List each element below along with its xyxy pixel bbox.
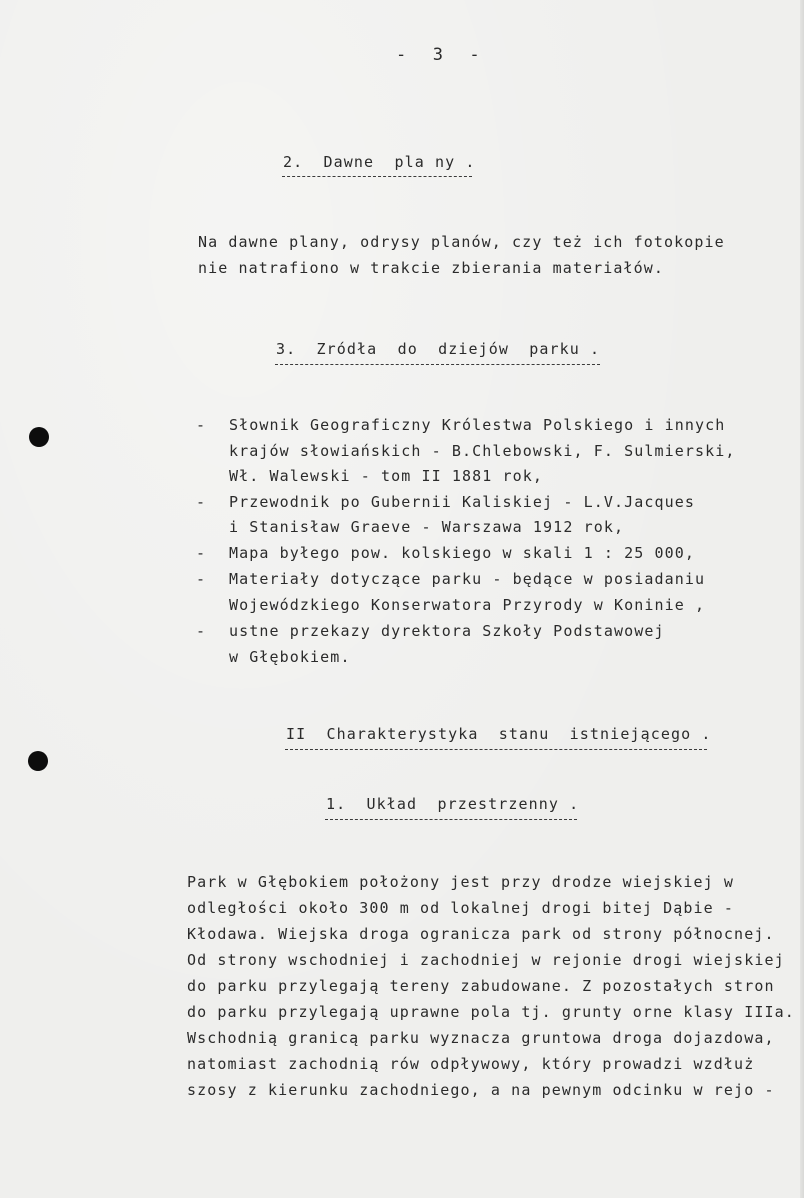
source-item-4-line: Materiały dotyczące parku - będące w posiadaniu (229, 570, 706, 588)
section-II-1-underline (325, 819, 577, 820)
body-paragraph-line: do parku przylegają uprawne pola tj. grunty orne klasy IIIa. (187, 1003, 795, 1021)
section-3-heading: 3. Zródła do dziejów parku . (276, 340, 601, 358)
punch-hole-bottom (28, 751, 48, 771)
list-bullet: - (196, 544, 206, 562)
source-item-2-line: i Stanisław Graeve - Warszawa 1912 rok, (229, 518, 625, 536)
list-bullet: - (196, 493, 206, 511)
section-2-underline (282, 176, 472, 177)
body-paragraph-line: natomiast zachodnią rów odpływowy, który prowadzi wzdłuż (187, 1055, 755, 1073)
source-item-5-line: ustne przekazy dyrektora Szkoły Podstawowej (229, 622, 665, 640)
body-paragraph-line: szosy z kierunku zachodniego, a na pewnym odcinku w rejo - (187, 1081, 775, 1099)
source-item-3-line: Mapa byłego pow. kolskiego w skali 1 : 25 000, (229, 544, 696, 562)
source-item-1-line: Wł. Walewski - tom II 1881 rok, (229, 467, 544, 485)
list-bullet: - (196, 416, 206, 434)
section-2-line: Na dawne plany, odrysy planów, czy też ich fotokopie (198, 233, 725, 251)
body-paragraph-line: Kłodawa. Wiejska droga ogranicza park od strony północnej. (187, 925, 775, 943)
source-item-5-line: w Głębokiem. (229, 648, 351, 666)
body-paragraph-line: Park w Głębokiem położony jest przy drodze wiejskiej w (187, 873, 735, 891)
list-bullet: - (196, 622, 206, 640)
body-paragraph-line: Od strony wschodniej i zachodniej w rejonie drogi wiejskiej (187, 951, 785, 969)
punch-hole-top (29, 427, 49, 447)
body-paragraph-line: odległości około 300 m od lokalnej drogi bitej Dąbie - (187, 899, 735, 917)
section-II-1-heading: 1. Układ przestrzenny . (326, 795, 580, 813)
section-II-underline (285, 749, 707, 750)
page-number: - 3 - (396, 45, 482, 65)
source-item-4-line: Wojewódzkiego Konserwatora Przyrody w Koninie , (229, 596, 706, 614)
page-edge (800, 0, 804, 1198)
source-item-1-line: Słownik Geograficzny Królestwa Polskiego i innych (229, 416, 726, 434)
section-II-heading: II Charakterystyka stanu istniejącego . (286, 725, 712, 743)
section-3-underline (275, 364, 600, 365)
body-paragraph-line: Wschodnią granicą parku wyznacza gruntowa droga dojazdowa, (187, 1029, 775, 1047)
section-2-heading: 2. Dawne pla ny . (283, 153, 476, 171)
source-item-2-line: Przewodnik po Gubernii Kaliskiej - L.V.Jacques (229, 493, 696, 511)
section-2-line: nie natrafiono w trakcie zbierania materiałów. (198, 259, 665, 277)
list-bullet: - (196, 570, 206, 588)
body-paragraph-line: do parku przylegają tereny zabudowane. Z pozostałych stron (187, 977, 775, 995)
source-item-1-line: krajów słowiańskich - B.Chlebowski, F. Sulmierski, (229, 442, 736, 460)
